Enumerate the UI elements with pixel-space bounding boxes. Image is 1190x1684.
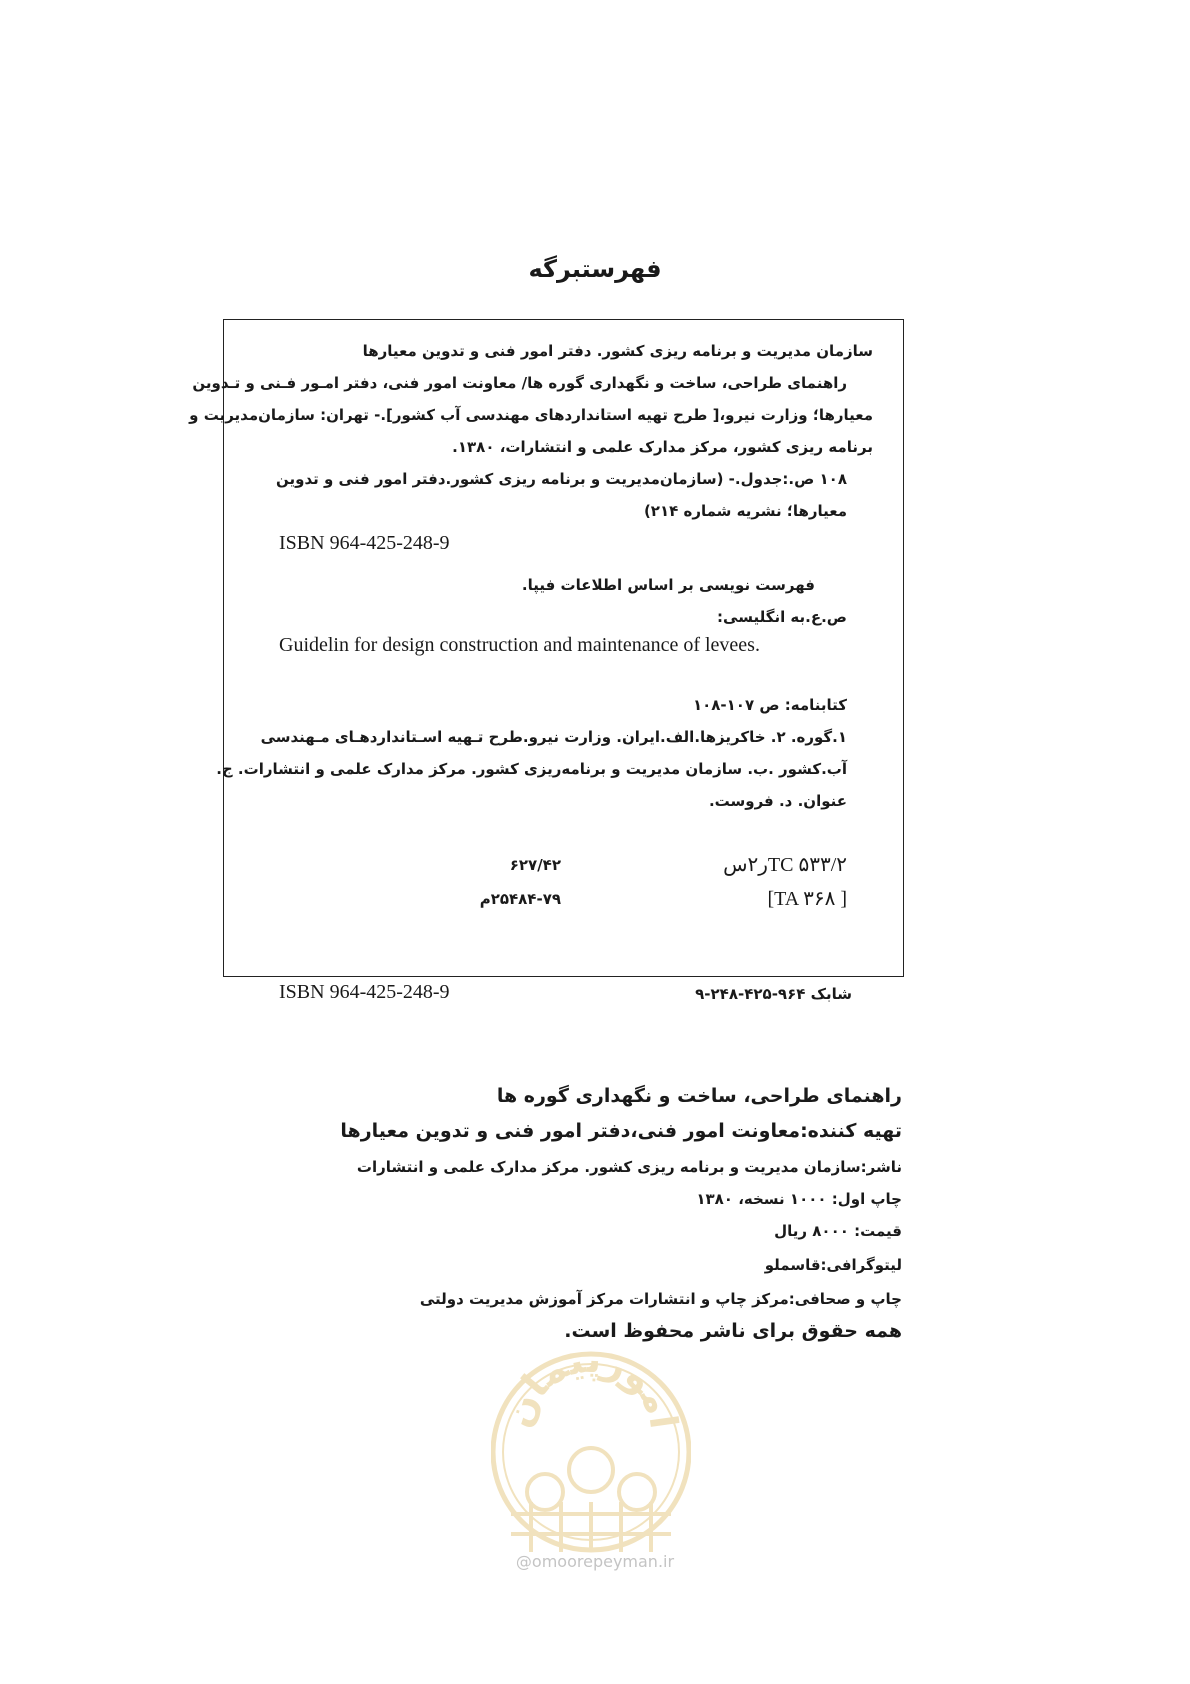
cip-title-line: راهنمای طراحی، ساخت و نگهداری گوره ها/ معاونت امور فنی، دفتر امـور فـنی و تـدوین bbox=[192, 374, 847, 392]
logo-text: امورپیمان bbox=[495, 1336, 686, 1433]
cip-series-line: معیارها؛ نشریه شماره ۲۱۴) bbox=[643, 502, 847, 520]
svg-text:امورپیمان bbox=[495, 1337, 685, 1433]
footer-isbn-persian: شابک ۹۶۴-۴۲۵-۲۴۸-۹ bbox=[695, 985, 852, 1003]
cip-collation-line: ۱۰۸ ص.:جدول.- (سازمان‌مدیریت و برنامه ریزی کشور.دفتر امور فنی و تدوین bbox=[276, 470, 847, 488]
publisher-logo-watermark bbox=[491, 1322, 691, 1562]
printing-line: چاپ و صحافی:مرکز چاپ و انتشارات مرکز آموزش مدیریت دولتی bbox=[419, 1290, 902, 1308]
cip-ta-classification: [TA ۳۶۸ ] bbox=[767, 888, 847, 910]
cip-note: فهرست نویسی بر اساس اطلاعات فیپا. bbox=[521, 576, 815, 594]
cip-subjects-line: ۱.گوره. ۲. خاکریزها.الف.ایران. وزارت نیرو.طرح تـهیه اسـتانداردهـای مـهندسی bbox=[260, 728, 847, 746]
watermark-site-url: @omoorepeyman.ir bbox=[515, 1552, 675, 1571]
book-title: راهنمای طراحی، ساخت و نگهداری گوره ها bbox=[496, 1085, 902, 1107]
cip-english-title: Guidelin for design construction and maintenance of levees. bbox=[279, 634, 760, 656]
cip-imprint-line: برنامه ریزی کشور، مرکز مدارک علمی و انتشارات، ۱۳۸۰. bbox=[452, 438, 873, 456]
preparer-line: تهیه کننده:معاونت امور فنی،دفتر امور فنی و تدوین معیارها bbox=[340, 1120, 902, 1142]
cip-lc-classification: TC ۵۳۳/۲ر۲س bbox=[723, 854, 847, 876]
cip-english-heading: ص.ع.به انگلیسی: bbox=[717, 608, 847, 626]
cip-bibliography: کتابنامه: ص ۱۰۷-۱۰۸ bbox=[692, 696, 847, 714]
cip-isbn: ISBN 964-425-248-9 bbox=[279, 532, 450, 554]
cip-subjects-line: عنوان. د. فروست. bbox=[708, 792, 847, 810]
cip-main-entry: سازمان مدیریت و برنامه ریزی کشور. دفتر امور فنی و تدوین معیارها bbox=[362, 342, 873, 360]
rights-line: همه حقوق برای ناشر محفوظ است. bbox=[564, 1320, 902, 1342]
publisher-line: ناشر:سازمان مدیریت و برنامه ریزی کشور. مرکز مدارک علمی و انتشارات bbox=[356, 1158, 902, 1176]
edition-line: چاپ اول: ۱۰۰۰ نسخه، ۱۳۸۰ bbox=[696, 1190, 902, 1208]
lithography-line: لیتوگرافی:قاسملو bbox=[764, 1256, 902, 1274]
cataloging-box bbox=[189, 319, 904, 977]
cip-title-line: معیارها؛ وزارت نیرو،[ طرح تهیه استانداردهای مهندسی آب کشور].- تهران: سازمان‌مدیریت و bbox=[189, 406, 873, 424]
cip-dewey-classification: ۶۲۷/۴۲ bbox=[509, 856, 561, 874]
page-title: فهرستبرگه bbox=[528, 255, 662, 283]
footer-isbn-latin: ISBN 964-425-248-9 bbox=[279, 981, 450, 1003]
cip-subjects-line: آب.کشور .ب. سازمان مدیریت و برنامه‌ریزی کشور. مرکز مدارک علمی و انتشارات. ج. bbox=[216, 760, 847, 778]
price-line: قیمت: ۸۰۰۰ ریال bbox=[774, 1222, 902, 1240]
cip-library-number: ۲۵۴۸۴-۷۹م bbox=[479, 890, 561, 908]
logo-icon bbox=[491, 1322, 691, 1562]
